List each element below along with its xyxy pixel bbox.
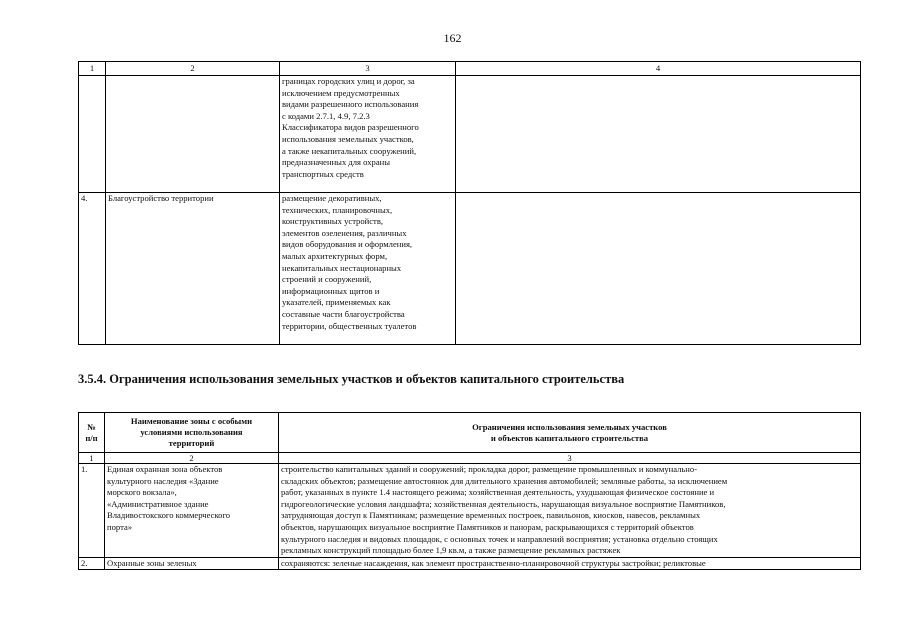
text-line: элементов озеленения, различных <box>282 227 407 238</box>
column-number-row <box>79 453 861 464</box>
zone-name-column-header <box>105 413 279 453</box>
use-description <box>280 193 456 345</box>
text-line: затрудняющая доступ к Памятникам; размещение временных построек, павильонов, киосков, навесов, рекламных <box>281 510 701 521</box>
header-line: территорий <box>168 438 215 448</box>
header-line: Ограничения использования земельных участков <box>472 421 667 432</box>
row-number: 4. <box>79 193 106 345</box>
text-line: транспортных средств <box>282 168 364 179</box>
text-line: а также некапитальных сооружений, <box>282 145 417 156</box>
text-line: Классификатора видов разрешенного <box>282 122 419 133</box>
use-name <box>106 76 280 193</box>
text-line: объектов, нарушающих визуальное восприятие Памятников и панорам, раскрывающихся с территорий объектов <box>281 521 694 532</box>
text-line: размещение декоративных, <box>282 193 382 203</box>
text-line: с кодами 2.7.1, 4.9, 7.2.3 <box>282 110 370 121</box>
text-line: видов оборудования и оформления, <box>282 239 413 250</box>
text-line: Владивостокского коммерческого <box>107 510 231 521</box>
use-description <box>280 76 456 193</box>
text-line: строений и сооружений, <box>282 274 372 285</box>
table-row <box>79 464 861 558</box>
restrictions-table <box>78 412 861 570</box>
text-line: указателей, применяемых как <box>282 297 391 308</box>
text-line: видами разрешенного использования <box>282 99 419 110</box>
table-header-row <box>79 413 861 453</box>
zone-name <box>105 464 279 558</box>
row-number <box>79 76 106 193</box>
text-line: рекламных конструкций площадью более 1,9 кв.м, а также размещение рекламных растяжек <box>281 545 621 556</box>
zone-restrictions <box>279 464 861 558</box>
text-line: предназначенных для охраны <box>282 157 391 168</box>
column-number: 2 <box>105 453 279 464</box>
header-line: и объектов капитального строительства <box>490 432 649 443</box>
text-line: культурного наследия и видовых площадок, с основных точек и направлений восприятия; установка отдельно стоящих <box>281 533 718 544</box>
text-line: технических, планировочных, <box>282 204 393 215</box>
restrictions-column-header <box>279 413 861 453</box>
text-line: «Административное здание <box>107 498 209 509</box>
table-header-row <box>79 62 861 76</box>
text-line: строительство капитальных зданий и сооружений; прокладка дорог, размещение промышленных и коммунально- <box>281 464 698 474</box>
number-column-header <box>79 413 105 453</box>
column-number: 3 <box>279 453 861 464</box>
table-row <box>79 76 861 193</box>
table-row <box>79 193 861 345</box>
col-4-header: 4 <box>456 62 861 76</box>
col-2-header: 2 <box>106 62 280 76</box>
header-line: условиями использования <box>140 427 243 437</box>
header-line: Наименование зоны с особыми <box>130 416 253 426</box>
zone-name <box>105 557 279 570</box>
zone-restrictions <box>279 557 861 570</box>
use-name: Благоустройство территории <box>106 193 280 345</box>
text-line: складских объектов; размещение автостоянок для длительного хранения автомобилей; земляные работы, за исключением <box>281 475 728 486</box>
text-line: порта» <box>107 521 133 532</box>
col-1-header: 1 <box>79 62 106 76</box>
text-line: гидрогеологические условия ландшафта; хозяйственная деятельность, нарушающая визуальное восприятие Памятников, <box>281 498 726 509</box>
text-line: границах городских улиц и дорог, за <box>282 76 415 86</box>
page-number: 162 <box>443 31 462 45</box>
permitted-use-table <box>78 61 861 345</box>
table-row <box>79 557 861 570</box>
header-line: № <box>87 421 96 432</box>
text-line: морского вокзала», <box>107 487 177 498</box>
col-3-header: 3 <box>280 62 456 76</box>
text-line: малых архитектурных форм, <box>282 250 388 261</box>
text-line: работ, указанных в пункте 1.4 настоящего режима; хозяйственная деятельность, ухудшающая физическое состояние и <box>281 487 715 498</box>
text-line: некапитальных нестационарных <box>282 262 402 273</box>
text-line: территории, общественных туалетов <box>282 320 417 331</box>
use-parameters <box>456 193 861 345</box>
header-line: п/п <box>85 432 98 443</box>
text-line: культурного наследия «Здание <box>107 475 219 486</box>
row-number: 1. <box>79 464 105 558</box>
text-line: сохраняются: зеленые насаждения, как элемент пространственно-планировочной структуры застройки; реликтовые <box>281 557 706 568</box>
text-line: Охранные зоны зеленых <box>107 557 197 568</box>
text-line: исключением предусмотренных <box>282 87 400 98</box>
column-number: 1 <box>79 453 105 464</box>
text-line: Единая охранная зона объектов <box>107 464 223 474</box>
text-line: конструктивных устройств, <box>282 216 384 227</box>
text-line: использования земельных участков, <box>282 133 414 144</box>
use-parameters <box>456 76 861 193</box>
text-line: составные части благоустройства <box>282 308 405 319</box>
row-number: 2. <box>79 557 105 570</box>
text-line: информационных щитов и <box>282 285 380 296</box>
section-heading: 3.5.4. Ограничения использования земельных участков и объектов капитального строительства <box>78 372 625 386</box>
